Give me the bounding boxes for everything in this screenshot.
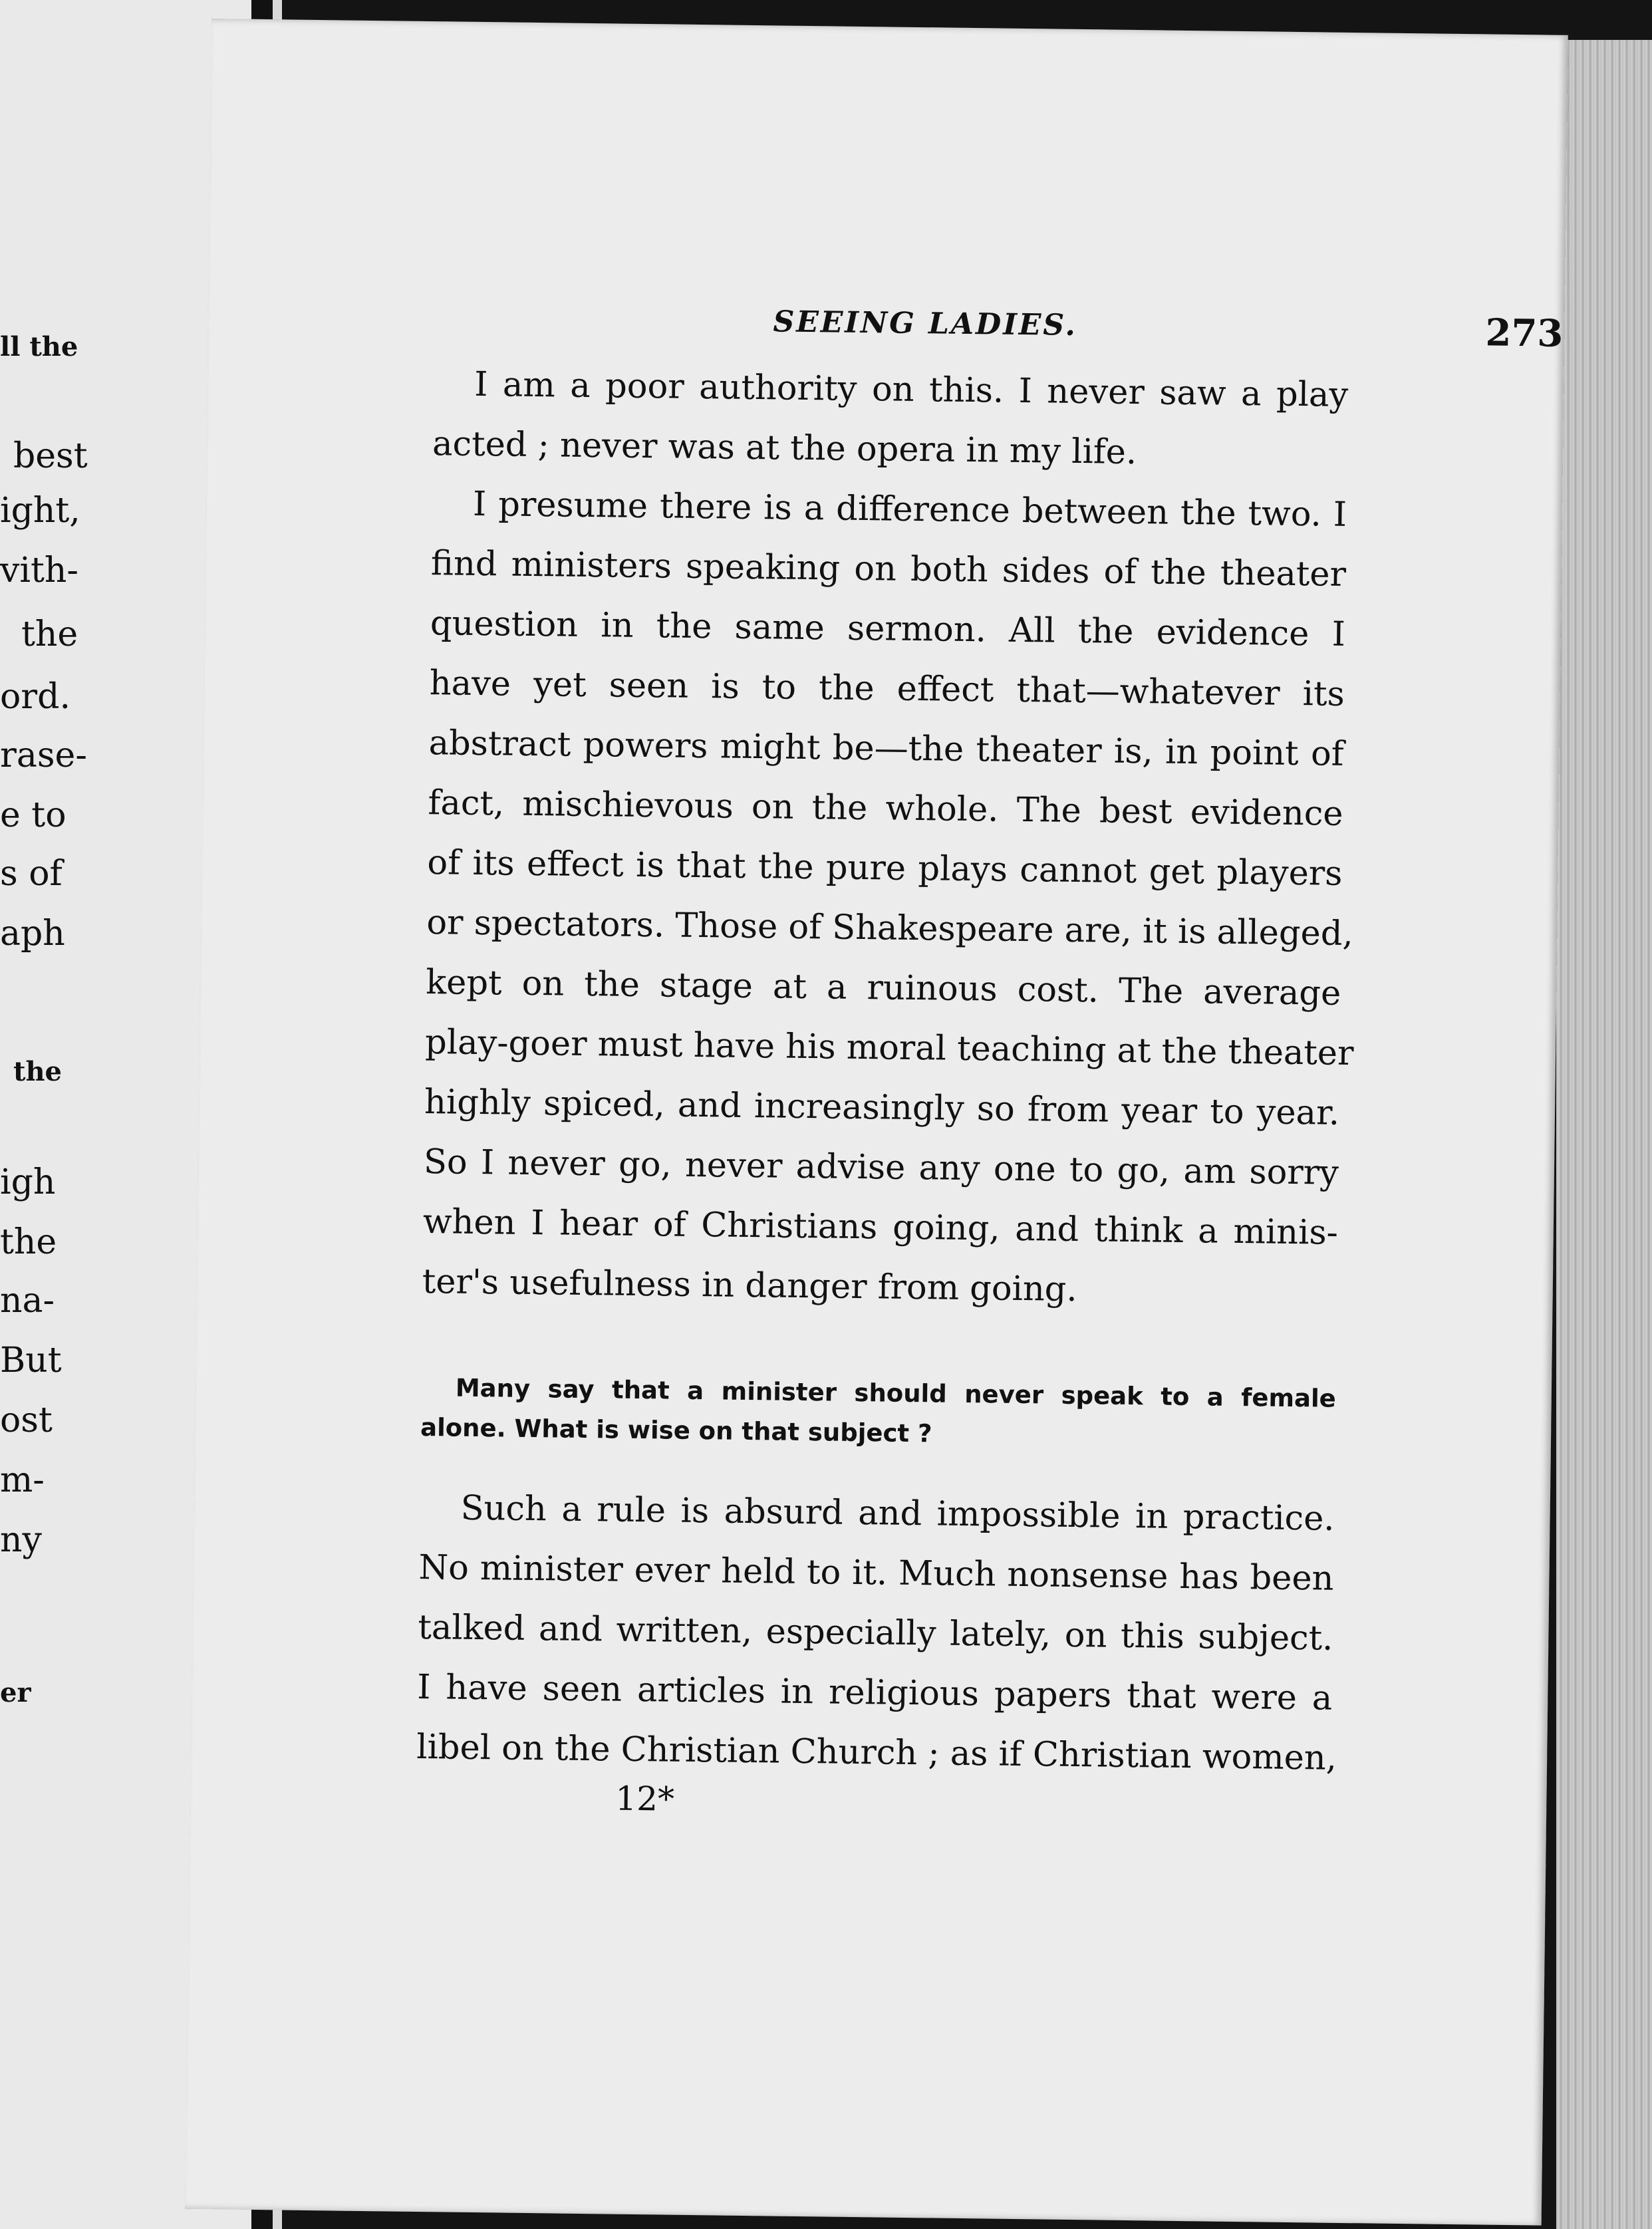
- left-fragment: rase-: [0, 735, 87, 775]
- body-line: acted ; never was at the opera in my life.: [432, 424, 1137, 473]
- body-line: or spectators. Those of Shakespeare are, it is alleged,: [426, 903, 1353, 954]
- left-fragment: m-: [0, 1460, 45, 1500]
- body-line: I have seen articles in religious papers that were a: [417, 1667, 1333, 1718]
- body-line: No minister ever held to it. Much nonsense has been: [418, 1547, 1334, 1599]
- body-line: highly spiced, and increasingly so from year to year.: [424, 1083, 1340, 1133]
- body-line: play-goer must have his moral teaching at the theater: [424, 1023, 1354, 1074]
- body-line: I am a poor authority on this. I never saw a play: [474, 364, 1349, 415]
- body-line: abstract powers might be—the theater is, in point of: [428, 723, 1344, 774]
- left-fragment: er: [0, 1677, 31, 1708]
- stacked-page-edges: [1556, 40, 1652, 2229]
- left-fragment: ost: [0, 1400, 53, 1440]
- left-fragment: ny: [0, 1520, 42, 1560]
- left-fragment: the: [21, 614, 78, 654]
- left-fragment: aph: [0, 914, 65, 954]
- page-number: 273: [1485, 311, 1564, 356]
- left-fragment: vith-: [0, 551, 78, 590]
- left-fragment: ord.: [0, 677, 70, 717]
- left-fragment: the: [0, 1222, 57, 1262]
- left-fragment: best: [13, 436, 88, 476]
- left-fragment: na-: [0, 1281, 55, 1321]
- running-head: SEEING LADIES.: [773, 305, 1078, 342]
- body-line: fact, mischievous on the whole. The best evidence: [428, 783, 1343, 834]
- body-line: kept on the stage at a ruinous cost. The average: [425, 963, 1341, 1013]
- page-header: [207, 298, 1565, 361]
- body-line: So I never go, never advise any one to go, am sorry: [423, 1142, 1339, 1193]
- body-line: Such a rule is absurd and impossible in practice.: [460, 1488, 1335, 1539]
- body-line: have yet seen is to the effect that—whatever its: [429, 664, 1345, 714]
- body-line: of its effect is that the pure plays cannot get players: [427, 843, 1343, 894]
- body-line: when I hear of Christians going, and think a minis-: [422, 1202, 1339, 1253]
- body-line: libel on the Christian Church ; as if Christian women,: [416, 1727, 1337, 1778]
- left-fragment: ight,: [0, 491, 80, 531]
- right-main-page: [185, 19, 1568, 2226]
- question-line: Many say that a minister should never speak to a female: [455, 1373, 1337, 1413]
- left-fragment: But: [0, 1341, 62, 1380]
- signature-mark: 12*: [615, 1779, 675, 1819]
- left-fragment: the: [13, 1056, 63, 1087]
- body-line: find ministers speaking on both sides of the theater: [430, 544, 1347, 594]
- body-line: ter's usefulness in danger from going.: [422, 1262, 1077, 1310]
- left-fragment: igh: [0, 1162, 56, 1202]
- body-line: talked and written, especially lately, on this subject.: [418, 1607, 1333, 1658]
- left-fragment: s of: [0, 854, 63, 894]
- left-fragment: e to: [0, 795, 67, 835]
- left-fragment: ll the: [0, 331, 78, 362]
- question-line: alone. What is wise on that subject ?: [420, 1412, 932, 1448]
- body-line: question in the same sermon. All the evidence I: [430, 604, 1346, 654]
- body-line: I presume there is a difference between the two. I: [472, 484, 1347, 535]
